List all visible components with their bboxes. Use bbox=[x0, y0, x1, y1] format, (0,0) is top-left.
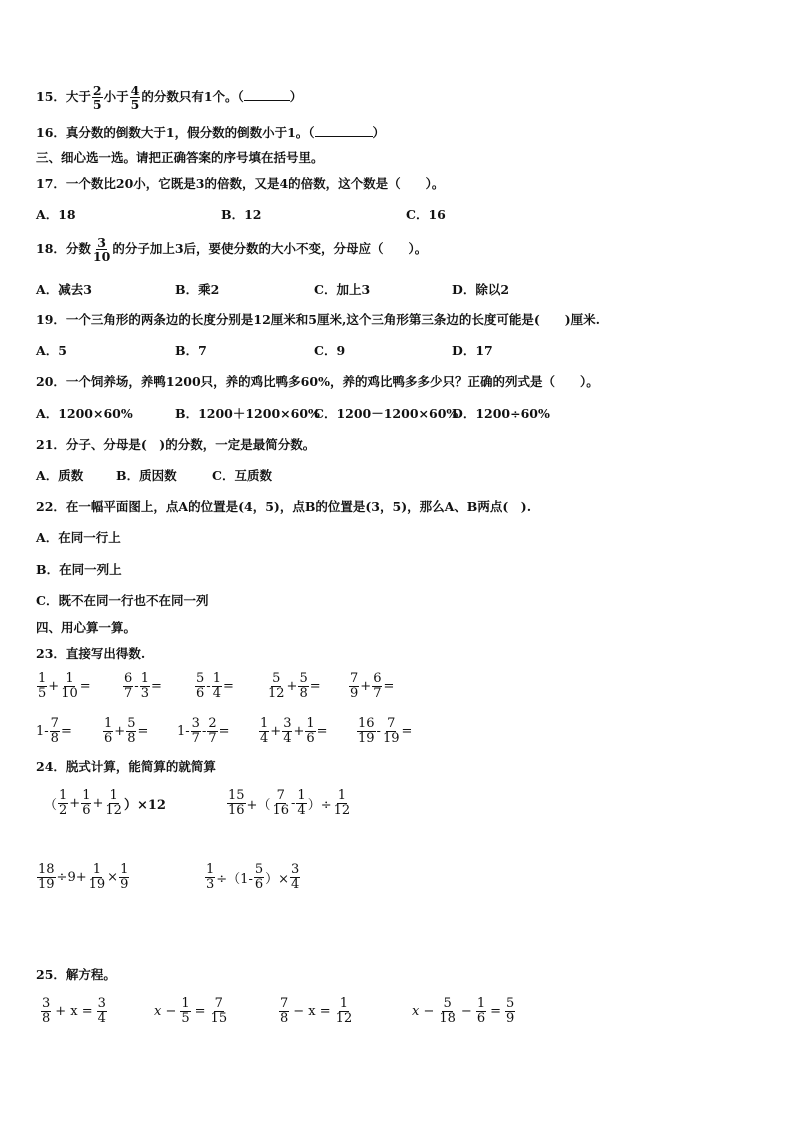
option-b[interactable]: B．12 bbox=[221, 207, 262, 222]
option-d[interactable]: D．1200÷60% bbox=[452, 406, 550, 421]
option-d[interactable]: D．17 bbox=[452, 343, 493, 358]
q21-options bbox=[36, 468, 756, 484]
mental-calc: $\frac{6}{7}$ - $\frac{1}{3}$ = bbox=[124, 670, 162, 701]
question-17: 17．一个数比20小，它既是3的倍数，又是4的倍数，这个数是（ ）。 bbox=[36, 176, 445, 191]
mental-calc: $\frac{5}{12}$ + $\frac{5}{8}$ = bbox=[268, 670, 321, 701]
q18-text-a: 18．分数 bbox=[36, 241, 91, 257]
question-22: 22．在一幅平面图上，点A的位置是(4，5)，点B的位置是(3，5)，那么A、B两点( ). bbox=[36, 499, 532, 514]
q18-options bbox=[36, 282, 756, 298]
option-b[interactable]: B．1200＋1200×60% bbox=[175, 406, 320, 421]
q24-row-2 bbox=[36, 857, 756, 897]
mental-calc: $\frac{7}{9}$ + $\frac{6}{7}$ = bbox=[350, 670, 395, 701]
question-15 bbox=[36, 84, 302, 111]
question-18 bbox=[36, 236, 427, 263]
q19-options bbox=[36, 343, 756, 359]
q22-option-a[interactable]: A．在同一行上 bbox=[36, 530, 121, 545]
option-b[interactable]: B．乘2 bbox=[175, 282, 220, 297]
q24-row-1 bbox=[36, 783, 756, 823]
option-a[interactable]: A．18 bbox=[36, 207, 76, 222]
step-calc: $\frac{18}{19}$ ÷9+ $\frac{1}{19}$ × $\frac{1}{9}$ bbox=[38, 861, 129, 892]
option-d[interactable]: D．除以2 bbox=[452, 282, 510, 297]
mental-calc: 1- $\frac{3}{7}$ - $\frac{2}{7}$ = bbox=[177, 715, 230, 746]
answer-blank[interactable] bbox=[244, 88, 290, 101]
fraction: $\frac{3}{10}$ bbox=[92, 235, 111, 265]
question-16 bbox=[36, 124, 385, 141]
fraction: $\frac{2}{5}$ bbox=[92, 83, 102, 113]
q15-text-d: ） bbox=[289, 89, 303, 105]
option-c[interactable]: C．1200－1200×60% bbox=[314, 406, 459, 421]
mental-calc: $\frac{1}{6}$ + $\frac{5}{8}$ = bbox=[104, 715, 149, 746]
step-calc: $\frac{15}{16}$ +（ $\frac{7}{16}$ - $\frac{1}{4}$ ）÷ $\frac{1}{12}$ bbox=[228, 787, 351, 818]
option-b[interactable]: B．7 bbox=[175, 343, 207, 358]
equation: $\frac{3}{8}$ + x = $\frac{3}{4}$ bbox=[42, 995, 106, 1026]
q23-row-2 bbox=[36, 711, 756, 751]
mental-calc: $\frac{1}{5}$ + $\frac{1}{10}$ = bbox=[38, 670, 91, 701]
q16-text: 16．真分数的倒数大于1，假分数的倒数小于1。（ bbox=[36, 125, 315, 140]
equation: $\frac{7}{8}$ − x = $\frac{1}{12}$ bbox=[280, 995, 353, 1026]
equation: x − $\frac{1}{5}$ = $\frac{7}{15}$ bbox=[154, 995, 228, 1026]
equation: x − $\frac{5}{18}$ − $\frac{1}{6}$ = $\frac{5}{9}$ bbox=[412, 995, 515, 1026]
section-4-heading: 四、用心算一算。 bbox=[36, 620, 137, 635]
q24-title: 24．脱式计算，能简算的就简算 bbox=[36, 759, 216, 774]
question-19: 19．一个三角形的两条边的长度分别是12厘米和5厘米,这个三角形第三条边的长度可能是( )厘米. bbox=[36, 312, 601, 327]
option-c[interactable]: C．加上3 bbox=[314, 282, 371, 297]
q15-text-a: 大于 bbox=[65, 89, 91, 105]
question-20: 20．一个饲养场，养鸭1200只，养的鸡比鸭多60%，养的鸡比鸭多多少只？正确的列式是（ ）。 bbox=[36, 374, 599, 389]
q18-text-b: 的分子加上3后，要使分数的大小不变，分母应（ ）。 bbox=[112, 241, 428, 257]
step-calc: （ $\frac{1}{2}$ + $\frac{1}{6}$ + $\frac{1}{12}$ ）×12 bbox=[44, 787, 166, 818]
q22-option-c[interactable]: C．既不在同一行也不在同一列 bbox=[36, 593, 209, 608]
q23-title: 23．直接写出得数. bbox=[36, 646, 146, 661]
option-a[interactable]: A．5 bbox=[36, 343, 67, 358]
option-a[interactable]: A．减去3 bbox=[36, 282, 92, 297]
option-c[interactable]: C．9 bbox=[314, 343, 346, 358]
q15-text-b: 小于 bbox=[103, 89, 129, 105]
mental-calc: $\frac{1}{4}$ + $\frac{3}{4}$ + $\frac{1}{6}$ = bbox=[260, 715, 328, 746]
q20-options bbox=[36, 406, 756, 422]
q25-title: 25．解方程。 bbox=[36, 967, 116, 982]
option-a[interactable]: A．质数 bbox=[36, 468, 84, 483]
answer-blank[interactable] bbox=[315, 124, 373, 137]
q15-text-c: 的分数只有1个。（ bbox=[141, 89, 244, 105]
q17-options bbox=[36, 207, 756, 223]
q25-row bbox=[36, 991, 756, 1031]
mental-calc: $\frac{16}{19}$ - $\frac{7}{19}$ = bbox=[358, 715, 413, 746]
q22-option-b[interactable]: B．在同一列上 bbox=[36, 562, 122, 577]
step-calc: $\frac{1}{3}$ ÷（1- $\frac{5}{6}$ ）× $\frac{3}{4}$ bbox=[206, 861, 300, 892]
option-c[interactable]: C．互质数 bbox=[212, 468, 272, 483]
q15-number: 15． bbox=[36, 89, 66, 105]
mental-calc: 1- $\frac{7}{8}$ = bbox=[36, 715, 72, 746]
q23-row-1 bbox=[36, 666, 756, 706]
mental-calc: $\frac{5}{6}$ - $\frac{1}{4}$ = bbox=[196, 670, 234, 701]
option-b[interactable]: B．质因数 bbox=[116, 468, 177, 483]
question-21: 21．分子、分母是( )的分数，一定是最简分数。 bbox=[36, 437, 316, 452]
fraction: $\frac{4}{5}$ bbox=[130, 83, 140, 113]
option-c[interactable]: C．16 bbox=[406, 207, 446, 222]
section-3-heading: 三、细心选一选。请把正确答案的序号填在括号里。 bbox=[36, 150, 324, 165]
q16-end: ） bbox=[372, 125, 386, 140]
option-a[interactable]: A．1200×60% bbox=[36, 406, 133, 421]
